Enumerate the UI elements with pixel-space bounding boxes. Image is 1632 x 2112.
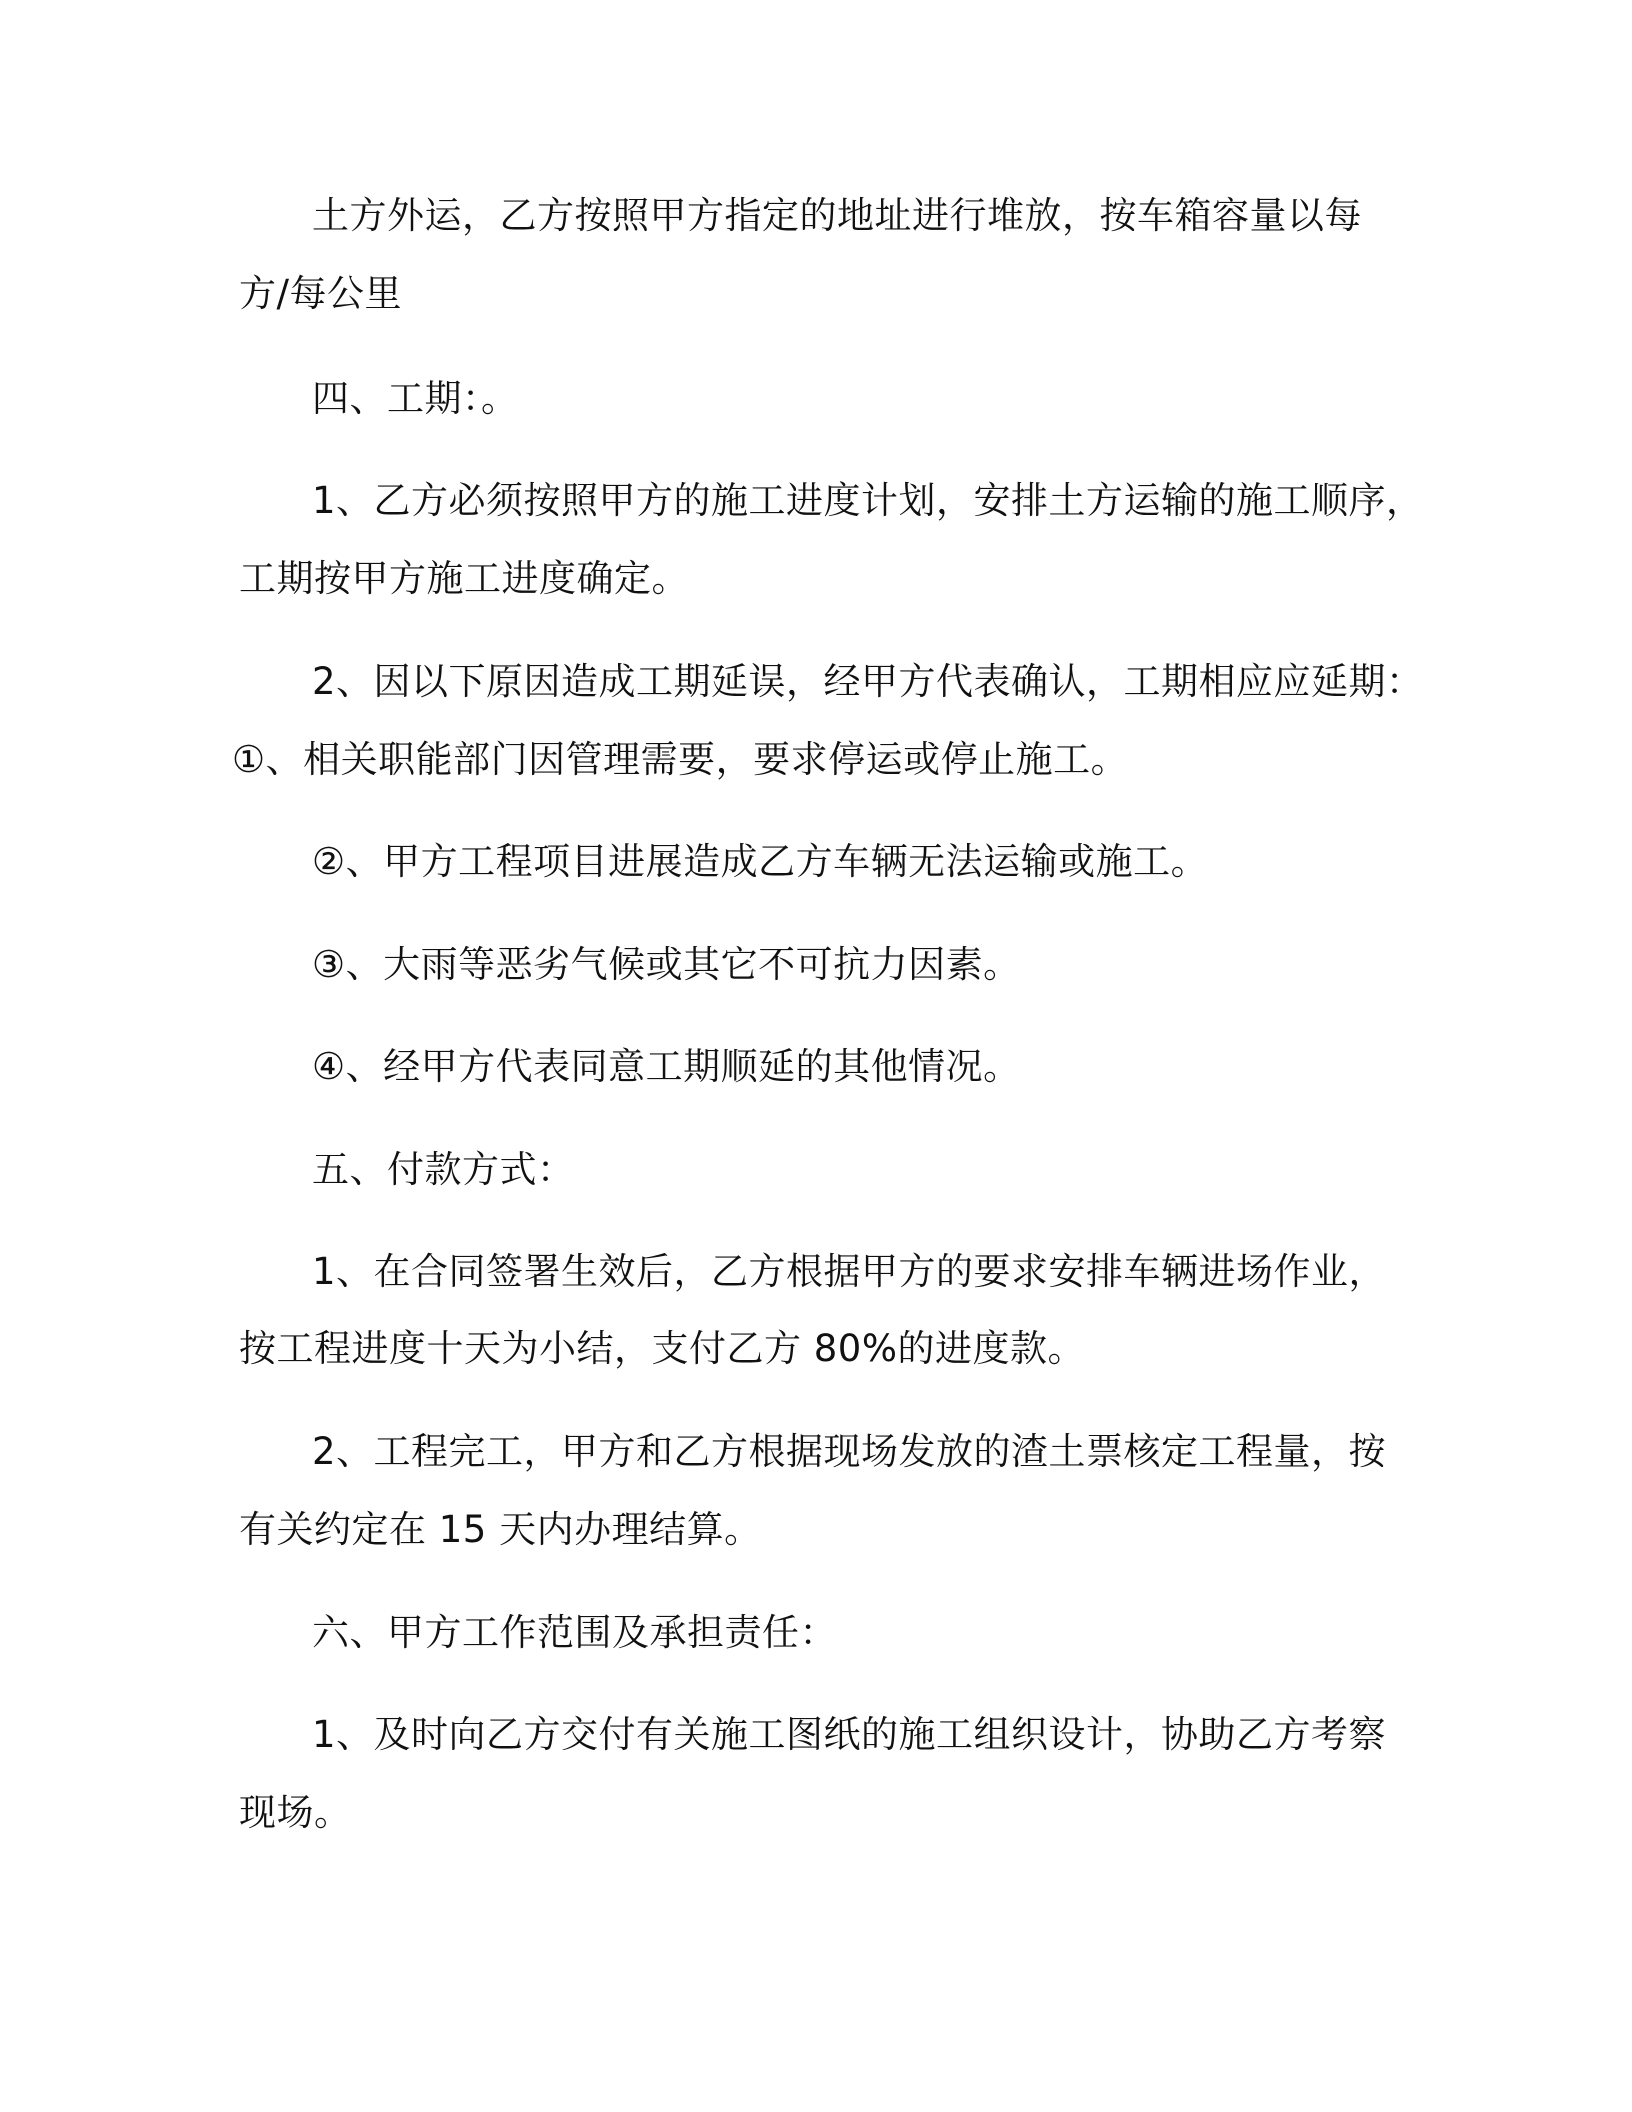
list-item: ①、相关职能部门因管理需要，要求停运或停止施工。	[232, 738, 1129, 781]
paragraph-line: 有关约定在 15 天内办理结算。	[239, 1508, 762, 1551]
paragraph-line: 方/每公里	[239, 272, 402, 315]
paragraph-line: 1、乙方必须按照甲方的施工进度计划，安排土方运输的施工顺序，	[312, 479, 1424, 522]
paragraph-line: 按工程进度十天为小结，支付乙方 80%的进度款。	[239, 1327, 1085, 1370]
paragraph-line: 土方外运，乙方按照甲方指定的地址进行堆放，按车箱容量以每	[312, 194, 1362, 237]
paragraph-line: 1、在合同签署生效后，乙方根据甲方的要求安排车辆进场作业，	[312, 1250, 1387, 1293]
list-item: ③、大雨等恶劣气候或其它不可抗力因素。	[312, 943, 1021, 986]
list-item: ④、经甲方代表同意工期顺延的其他情况。	[312, 1045, 1021, 1088]
list-item: ②、甲方工程项目进展造成乙方车辆无法运输或施工。	[312, 840, 1209, 883]
paragraph-line: 2、因以下原因造成工期延误，经甲方代表确认，工期相应应延期：	[312, 660, 1424, 703]
paragraph-line: 现场。	[239, 1791, 352, 1834]
section-heading-schedule: 四、工期：。	[312, 377, 519, 420]
section-heading-party-a-scope: 六、甲方工作范围及承担责任：	[312, 1611, 837, 1654]
paragraph-line: 工期按甲方施工进度确定。	[239, 557, 689, 600]
paragraph-line: 2、工程完工，甲方和乙方根据现场发放的渣土票核定工程量，按	[312, 1430, 1387, 1473]
section-heading-payment: 五、付款方式：	[312, 1148, 575, 1191]
paragraph-line: 1、及时向乙方交付有关施工图纸的施工组织设计，协助乙方考察	[312, 1713, 1387, 1756]
